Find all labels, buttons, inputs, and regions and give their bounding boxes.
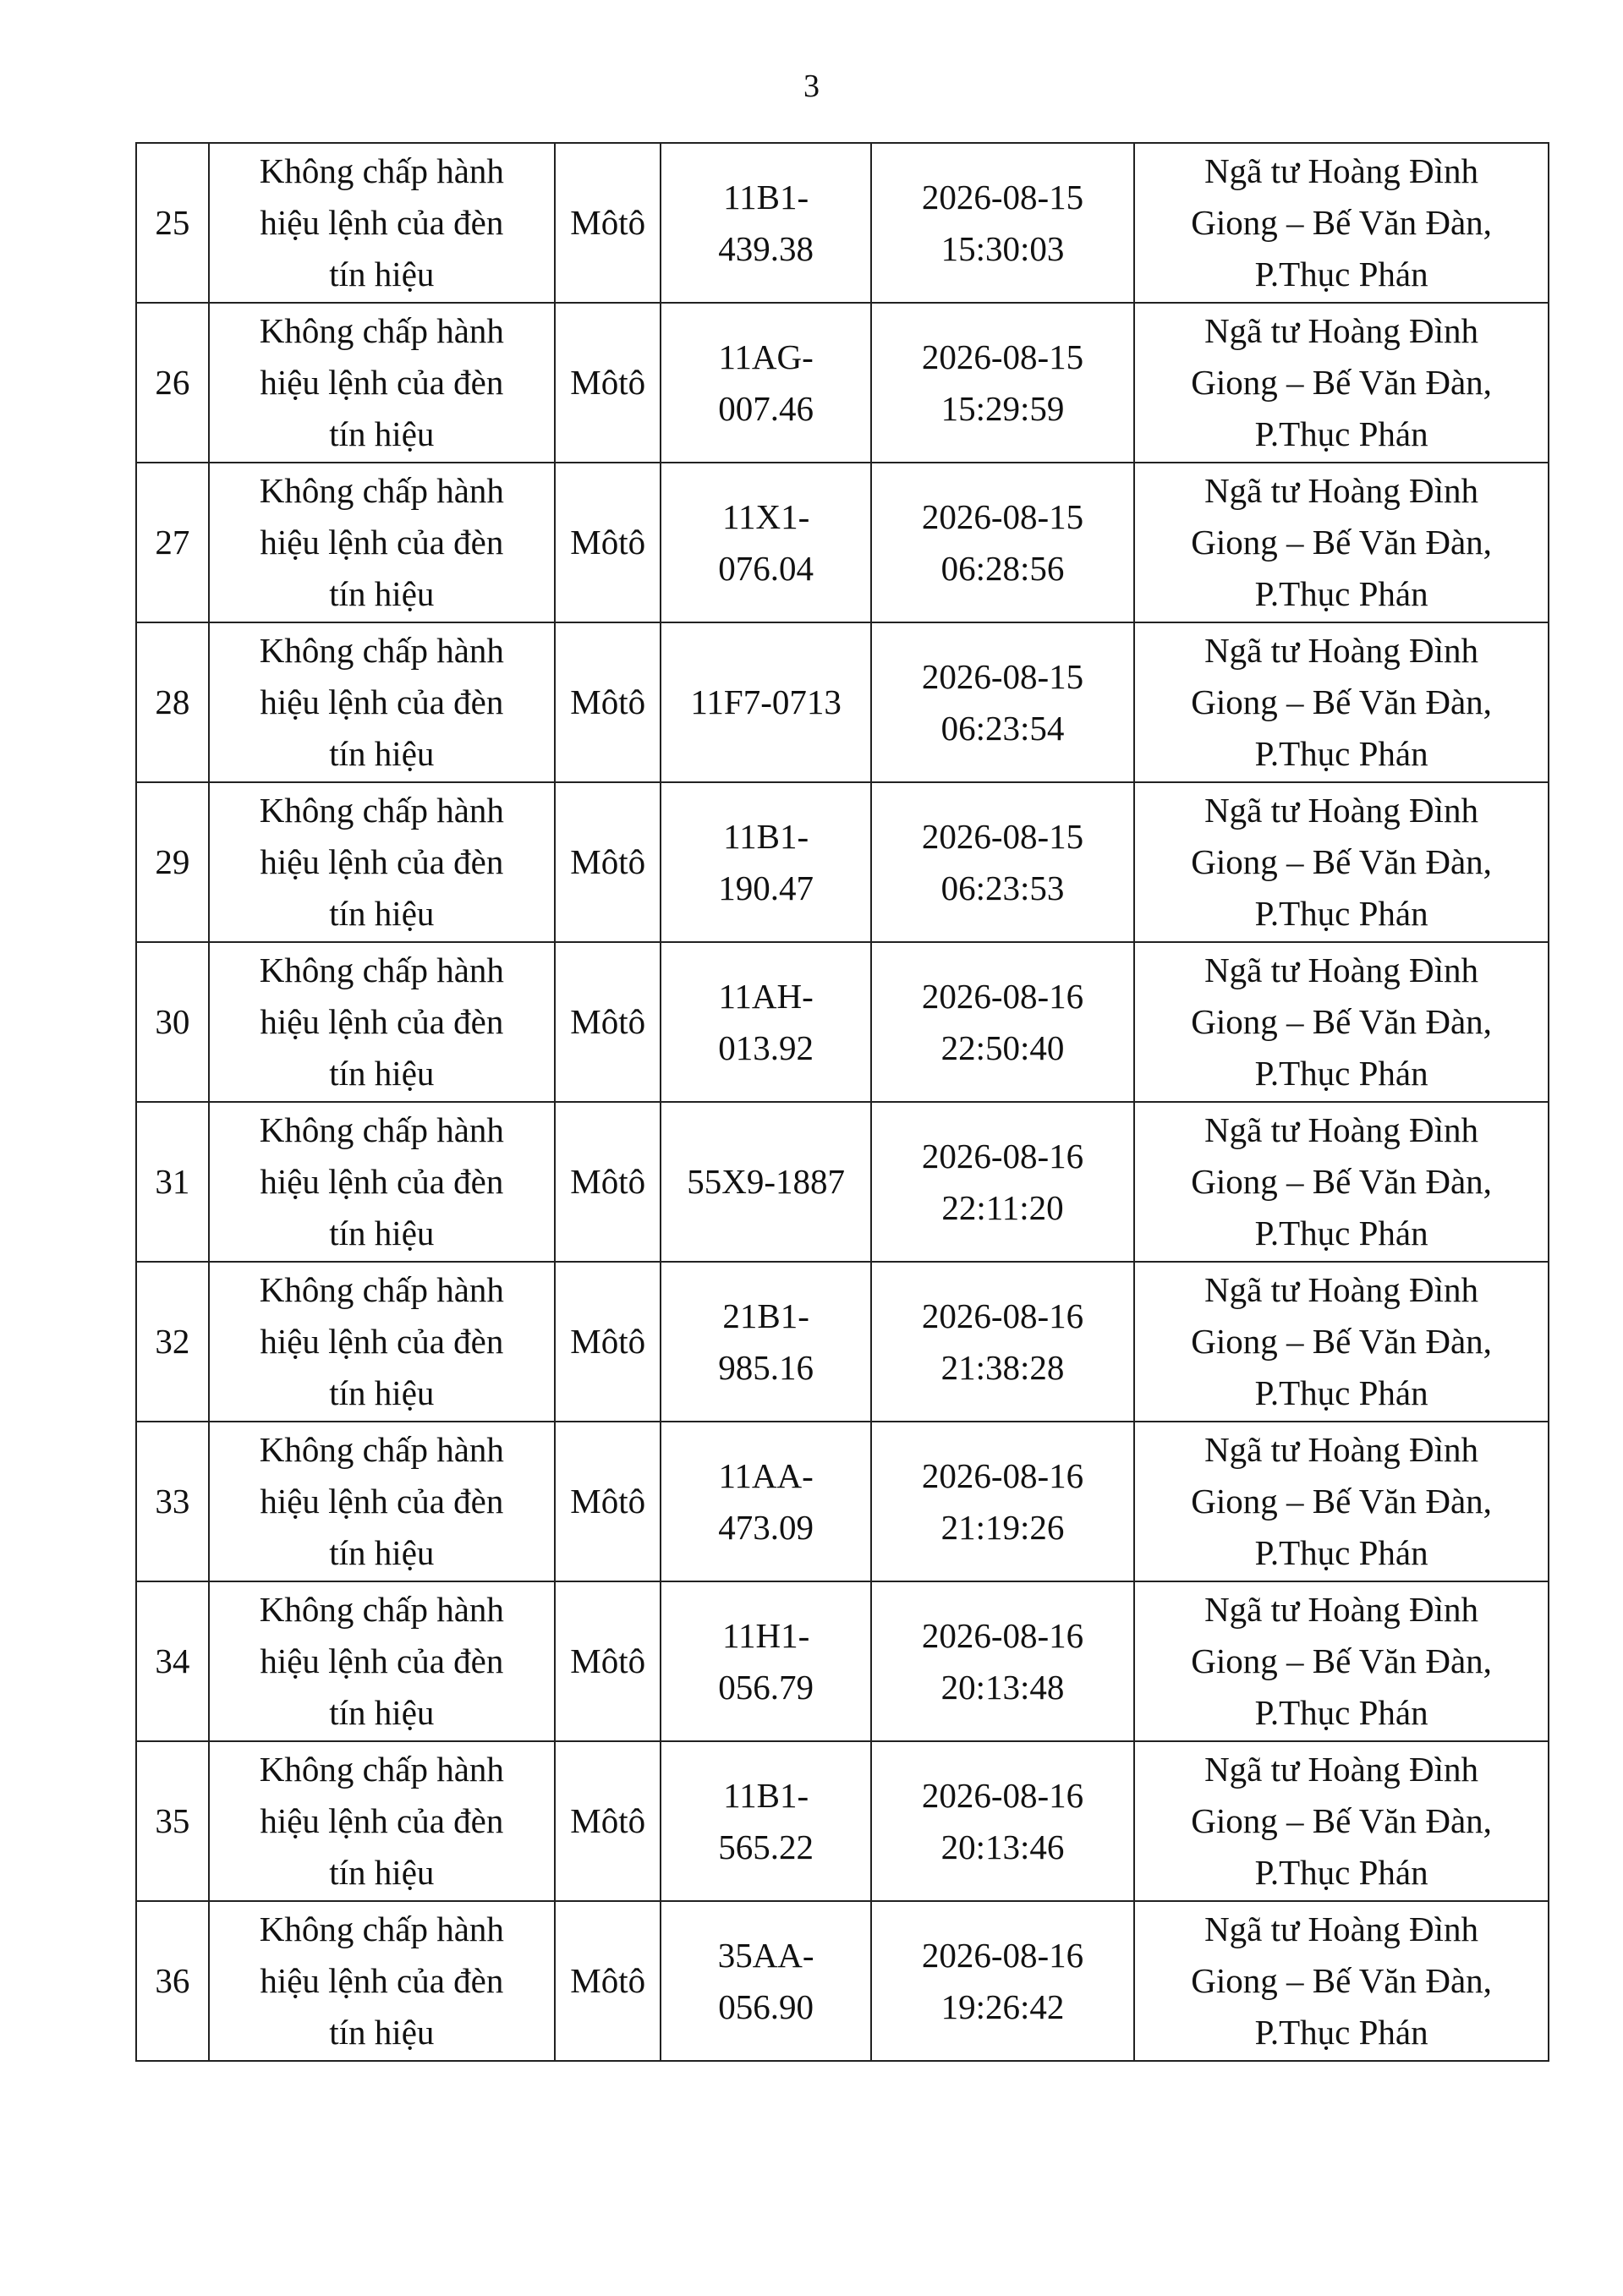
license-plate: 11B1- 190.47 — [661, 782, 871, 942]
violation-description: Không chấp hành hiệu lệnh của đèn tín hiệu — [209, 1581, 555, 1741]
violation-location: Ngã tư Hoàng Đình Giong – Bế Văn Đàn, P.Thục Phán — [1134, 1262, 1549, 1422]
violation-time: 2026-08-16 20:13:48 — [871, 1581, 1134, 1741]
row-number: 25 — [136, 143, 209, 303]
table-row — [136, 303, 1549, 463]
table-row — [136, 782, 1549, 942]
violation-time: 2026-08-15 06:23:53 — [871, 782, 1134, 942]
violation-description: Không chấp hành hiệu lệnh của đèn tín hiệu — [209, 1102, 555, 1262]
license-plate: 11H1- 056.79 — [661, 1581, 871, 1741]
row-number: 34 — [136, 1581, 209, 1741]
license-plate: 11AG- 007.46 — [661, 303, 871, 463]
violation-description: Không chấp hành hiệu lệnh của đèn tín hiệu — [209, 782, 555, 942]
vehicle-type: Môtô — [555, 782, 661, 942]
violation-description: Không chấp hành hiệu lệnh của đèn tín hiệu — [209, 1901, 555, 2061]
vehicle-type: Môtô — [555, 622, 661, 782]
violation-time: 2026-08-16 22:50:40 — [871, 942, 1134, 1102]
row-number: 31 — [136, 1102, 209, 1262]
table-row — [136, 1901, 1549, 2061]
violation-description: Không chấp hành hiệu lệnh của đèn tín hiệu — [209, 463, 555, 622]
violation-location: Ngã tư Hoàng Đình Giong – Bế Văn Đàn, P.Thục Phán — [1134, 1741, 1549, 1901]
page-number: 3 — [803, 68, 820, 104]
vehicle-type: Môtô — [555, 1102, 661, 1262]
vehicle-type: Môtô — [555, 942, 661, 1102]
row-number: 33 — [136, 1422, 209, 1581]
violation-location: Ngã tư Hoàng Đình Giong – Bế Văn Đàn, P.Thục Phán — [1134, 1422, 1549, 1581]
violation-location: Ngã tư Hoàng Đình Giong – Bế Văn Đàn, P.Thục Phán — [1134, 1901, 1549, 2061]
license-plate: 11X1- 076.04 — [661, 463, 871, 622]
table-row — [136, 143, 1549, 303]
table-row — [136, 1581, 1549, 1741]
violation-description: Không chấp hành hiệu lệnh của đèn tín hiệu — [209, 942, 555, 1102]
row-number: 28 — [136, 622, 209, 782]
violations-table — [135, 142, 1549, 2062]
license-plate: 11B1- 565.22 — [661, 1741, 871, 1901]
row-number: 27 — [136, 463, 209, 622]
vehicle-type: Môtô — [555, 1741, 661, 1901]
table-row — [136, 463, 1549, 622]
vehicle-type: Môtô — [555, 1581, 661, 1741]
table-row — [136, 1741, 1549, 1901]
vehicle-type: Môtô — [555, 1422, 661, 1581]
violation-location: Ngã tư Hoàng Đình Giong – Bế Văn Đàn, P.Thục Phán — [1134, 782, 1549, 942]
violation-description: Không chấp hành hiệu lệnh của đèn tín hiệu — [209, 1741, 555, 1901]
violations-table-body — [136, 143, 1549, 2061]
vehicle-type: Môtô — [555, 1262, 661, 1422]
violation-location: Ngã tư Hoàng Đình Giong – Bế Văn Đàn, P.Thục Phán — [1134, 622, 1549, 782]
row-number: 30 — [136, 942, 209, 1102]
violation-time: 2026-08-15 06:23:54 — [871, 622, 1134, 782]
violation-time: 2026-08-16 19:26:42 — [871, 1901, 1134, 2061]
license-plate: 55X9-1887 — [661, 1102, 871, 1262]
violation-time: 2026-08-16 22:11:20 — [871, 1102, 1134, 1262]
row-number: 29 — [136, 782, 209, 942]
table-row — [136, 942, 1549, 1102]
violation-time: 2026-08-16 20:13:46 — [871, 1741, 1134, 1901]
violation-description: Không chấp hành hiệu lệnh của đèn tín hiệu — [209, 622, 555, 782]
violation-description: Không chấp hành hiệu lệnh của đèn tín hiệu — [209, 143, 555, 303]
license-plate: 11AH- 013.92 — [661, 942, 871, 1102]
violation-location: Ngã tư Hoàng Đình Giong – Bế Văn Đàn, P.Thục Phán — [1134, 1581, 1549, 1741]
vehicle-type: Môtô — [555, 303, 661, 463]
violation-time: 2026-08-15 15:30:03 — [871, 143, 1134, 303]
violation-location: Ngã tư Hoàng Đình Giong – Bế Văn Đàn, P.Thục Phán — [1134, 143, 1549, 303]
violation-location: Ngã tư Hoàng Đình Giong – Bế Văn Đàn, P.Thục Phán — [1134, 942, 1549, 1102]
row-number: 26 — [136, 303, 209, 463]
license-plate: 21B1- 985.16 — [661, 1262, 871, 1422]
violation-time: 2026-08-16 21:38:28 — [871, 1262, 1134, 1422]
violation-time: 2026-08-15 15:29:59 — [871, 303, 1134, 463]
row-number: 32 — [136, 1262, 209, 1422]
violation-description: Không chấp hành hiệu lệnh của đèn tín hiệu — [209, 303, 555, 463]
license-plate: 11AA- 473.09 — [661, 1422, 871, 1581]
license-plate: 11F7-0713 — [661, 622, 871, 782]
table-row — [136, 1422, 1549, 1581]
table-row — [136, 1262, 1549, 1422]
violation-location: Ngã tư Hoàng Đình Giong – Bế Văn Đàn, P.Thục Phán — [1134, 1102, 1549, 1262]
vehicle-type: Môtô — [555, 143, 661, 303]
violation-time: 2026-08-15 06:28:56 — [871, 463, 1134, 622]
table-row — [136, 622, 1549, 782]
violation-description: Không chấp hành hiệu lệnh của đèn tín hiệu — [209, 1422, 555, 1581]
vehicle-type: Môtô — [555, 1901, 661, 2061]
violation-location: Ngã tư Hoàng Đình Giong – Bế Văn Đàn, P.Thục Phán — [1134, 463, 1549, 622]
row-number: 35 — [136, 1741, 209, 1901]
violation-description: Không chấp hành hiệu lệnh của đèn tín hiệu — [209, 1262, 555, 1422]
vehicle-type: Môtô — [555, 463, 661, 622]
license-plate: 11B1- 439.38 — [661, 143, 871, 303]
license-plate: 35AA- 056.90 — [661, 1901, 871, 2061]
table-row — [136, 1102, 1549, 1262]
violation-location: Ngã tư Hoàng Đình Giong – Bế Văn Đàn, P.Thục Phán — [1134, 303, 1549, 463]
violation-time: 2026-08-16 21:19:26 — [871, 1422, 1134, 1581]
row-number: 36 — [136, 1901, 209, 2061]
